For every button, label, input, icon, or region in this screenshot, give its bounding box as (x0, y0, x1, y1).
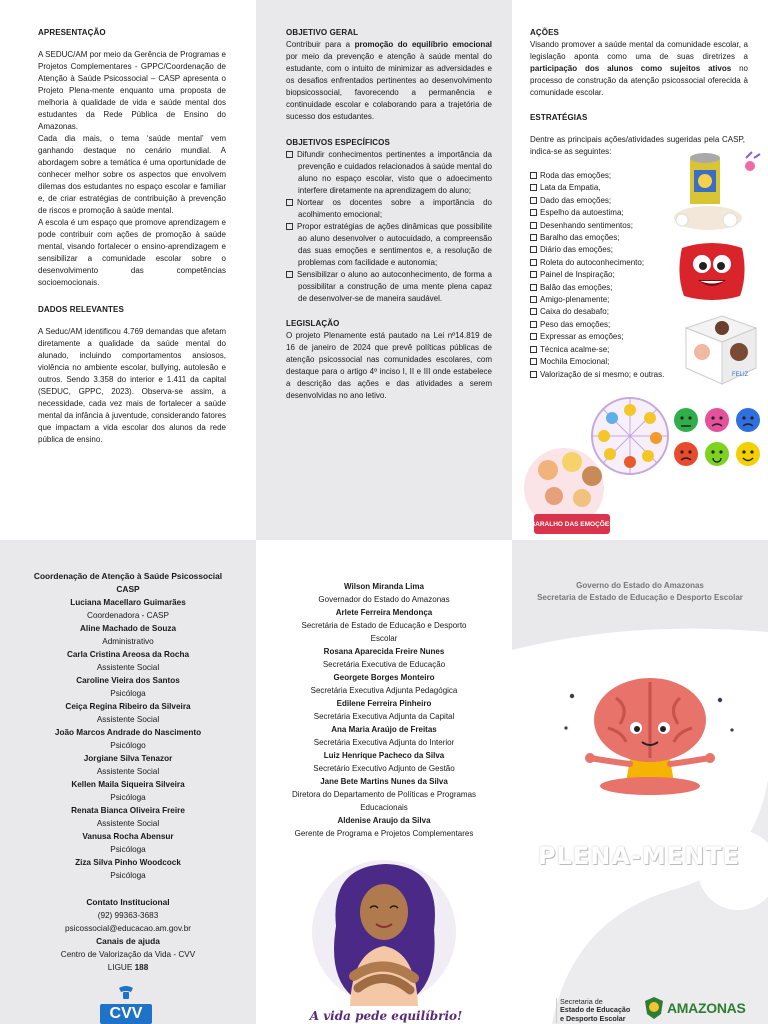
estrategia-label: Desenhando sentimentos; (540, 220, 633, 230)
official-name: Edilene Ferreira Pinheiro (336, 699, 432, 708)
member-role: Psicóloga (110, 871, 146, 880)
member-role: Psicólogo (110, 741, 146, 750)
checkbox-icon (530, 184, 537, 191)
slogan: A vida pede equilíbrio! (309, 1009, 463, 1023)
emotion-pillow-illustration (672, 236, 752, 306)
checkbox-icon (286, 151, 293, 158)
official-name: Rosana Aparecida Freire Nunes (323, 647, 445, 656)
objetivo-geral-pre: Contribuir para a (286, 40, 355, 49)
checkbox-icon (286, 223, 293, 230)
seduc-logo-text (556, 998, 630, 1023)
checkbox-icon (530, 371, 537, 378)
member-role: Assistente Social (96, 767, 160, 776)
list-item-text: Propor estratégias de ações dinâmicas que possibilite ao aluno desenvolver o autocuidado, a compreensão das suas emoções e sentimentos e, a resolução de problemas com facilidade e autonomia; (297, 222, 492, 267)
apresentacao-paragraph: A SEDUC/AM por meio da Gerência de Programas e Projetos Complementares - GPPC/Coordenação de Atenção à Saúde Psicossocial – CASP apresenta o Projeto Plena-mente enquanto uma proposta de melhoria à qualidade de vida e saúde mental dos estudantes da Rede Pública de Ensino do Amazonas. (38, 50, 226, 131)
member-role: Assistente Social (96, 715, 160, 724)
legislacao-text: O projeto Plenamente está pautado na Lei nº14.819 de 16 de janeiro de 2024 que prevê políticas públicas de atenção psicossocial nas comunidades escolares, com destaque para o artigo 4º inciso I, II e III onde estabelece a descrição das ações e das atividades a serem desenvolvidas no ano letivo. (286, 331, 492, 400)
emotion-dice-illustration (672, 310, 762, 388)
member-name: Caroline Vieira dos Santos (76, 676, 180, 685)
dice-label: FELIZ (732, 372, 749, 378)
member-name: Jorgiane Silva Tenazor (83, 754, 173, 763)
estrategia-label: Expressar as emoções; (540, 332, 624, 342)
estrategia-label: Balão das emoções; (540, 282, 613, 292)
member-role: Assistente Social (96, 819, 160, 828)
apresentacao-heading: APRESENTAÇÃO (38, 28, 106, 37)
cvv-logo: CVV (100, 1004, 152, 1024)
coordenacao-acronym: CASP (116, 584, 140, 594)
estrategia-label: Roleta do autoconhecimento; (540, 257, 645, 267)
estrategias-heading: ESTRATÉGIAS (530, 113, 588, 122)
member-role: Psicóloga (110, 793, 146, 802)
emotion-cards-illustration (524, 440, 614, 540)
estrategia-label: Diário das emoções; (540, 245, 613, 255)
seduc-line3: e Desporto Escolar (560, 1013, 626, 1023)
apresentacao-text (38, 49, 226, 289)
acoes-text (530, 39, 748, 99)
phone-icon (116, 985, 136, 1001)
list-item-text: Difundir conhecimentos pertinentes a importância da prevenção e cuidados relacionados à saúde mental do aluno no espaço escolar, visto que o adoecimento interfere diretamente na aprendizagem do aluno; (297, 150, 492, 195)
member-name: Ceiça Regina Ribeiro da Silveira (65, 702, 191, 711)
official-role: Secretária Executiva Adjunta da Capital (313, 712, 455, 721)
member-name: Aline Machado de Souza (80, 624, 176, 633)
official-role: Secretária de Estado de Educação e Desporto Escolar (301, 621, 467, 643)
list-item (286, 221, 492, 269)
estrategia-label: Dado das emoções; (540, 195, 612, 205)
checkbox-icon (530, 308, 537, 315)
checkbox-icon (530, 346, 537, 353)
list-item (286, 197, 492, 221)
checkbox-icon (530, 333, 537, 340)
coordenacao-members (10, 596, 246, 882)
apresentacao-paragraph: A escola é um espaço que promove aprendizagem e pode contribuir com ações de promoção à saúde mental, visando fortalecer o ensino-aprendizagem e sensibilizar a comunidade escolar sobre o desenvolvimento das competências socioemocionais. (38, 218, 226, 287)
estrategia-label: Roda das emoções; (540, 171, 612, 180)
official-name: Jane Bete Martins Nunes da Silva (320, 777, 448, 786)
panel-objetivos (256, 0, 512, 540)
panel-apresentacao (0, 0, 256, 540)
panel-coordenacao (0, 540, 256, 1024)
dados-text: A Seduc/AM identificou 4.769 demandas que afetam diretamente a qualidade da saúde mental do alunado, incluindo comportamentos ansiosos, violência no ambiente escolar, bullying, autolesão e outros. Sendo 3.358 do interior e 1.411 da capital (SEDUC, GPPC, 2023). Observa-se assim, a necessidade, cada vez mais de fortalecer a saúde mental da infância à juventude, considerando fatores que impactam a vida escolar dos alunos da rede pública de ensino. (38, 327, 226, 444)
official-name: Arlete Ferreira Mendonça (335, 608, 433, 617)
official-name: Wilson Miranda Lima (344, 582, 424, 591)
official-role: Diretora do Departamento de Políticas e Programas Educacionais (291, 790, 477, 812)
member-role: Coordenadora - CASP (87, 611, 169, 620)
empathy-can-illustration (670, 148, 768, 238)
checkbox-icon (530, 234, 537, 241)
estrategia-label: Lata da Empatia, (540, 183, 601, 193)
amazonas-crest-icon (643, 996, 665, 1020)
official-name: Aldenise Araujo da Silva (337, 816, 431, 825)
cover-title: PLENA-MENTE (538, 842, 741, 870)
checkbox-icon (530, 172, 537, 179)
checkbox-icon (530, 209, 537, 216)
member-name: Carla Cristina Areosa da Rocha (66, 650, 190, 659)
self-hug-illustration (306, 856, 462, 1006)
member-name: João Marcos Andrade do Nascimento (54, 728, 202, 737)
contato-phone[interactable]: (92) 99363-3683 (97, 911, 159, 920)
member-name: Ziza Silva Pinho Woodcock (75, 858, 181, 867)
seduc-line1: Secretaria de (560, 997, 603, 1006)
estrategia-label: Técnica acalme-se; (540, 344, 610, 354)
estrategia-label: Valorização de si mesmo; e outras. (540, 369, 665, 379)
estrategia-label: Caixa do desabafo; (540, 307, 609, 317)
estrategia-label: Painel de Inspiração; (540, 270, 615, 280)
list-item (286, 149, 492, 197)
official-role: Secretária Executiva Adjunta Pedagógica (310, 686, 458, 695)
acoes-post: no processo de construção da atenção psicossocial oferecida à comunidade escolar. (530, 64, 748, 97)
official-role: Secretária Executiva de Educação (322, 660, 446, 669)
estrategia-label: Baralho das emoções; (540, 233, 620, 243)
official-role: Secretária Executiva Adjunta do Interior (313, 738, 455, 747)
ligue-number[interactable]: 188 (134, 963, 149, 972)
objetivo-geral-heading: OBJETIVO GERAL (286, 28, 359, 37)
cover-header-line2: Secretaria de Estado de Educação e Desporto Escolar (537, 593, 743, 602)
apresentacao-paragraph: Cada dia mais, o tema ‘saúde mental’ vem ganhando destaque no cenário mundial. A abordagem sobre a temática é uma oportunidade de conhecer melhor sobre os aspectos que envolvem dilemas dos estudantes no espaço escolar e familiar e, de criar estratégias de contribuição à prevenção de riscos e promoção à saúde mental. (38, 134, 226, 215)
checkbox-icon (530, 222, 537, 229)
list-item (286, 269, 492, 305)
checkbox-icon (530, 246, 537, 253)
official-name: Ana Maria Araújo de Freitas (331, 725, 437, 734)
checkbox-icon (530, 321, 537, 328)
objetivos-especificos-heading: OBJETIVOS ESPECÍFICOS (286, 138, 390, 147)
objetivo-geral-post: por meio da prevenção e atenção à saúde mental do estudante, com o intuito de minimizar as adversidades e os desafios enfrentados pertinentes ao desenvolvimento biopsicossocial, favorecendo a permanência e continuidade escolar e colaborando para a trajetória de sucesso dos estudantes. (286, 52, 492, 121)
official-role: Gerente de Programa e Projetos Complementares (294, 829, 474, 838)
coordenacao-title: Coordenação de Atenção à Saúde Psicossocial (33, 571, 223, 581)
member-name: Luciana Macellaro Guimarães (70, 598, 186, 607)
official-name: Georgete Borges Monteiro (333, 673, 435, 682)
member-name: Renata Bianca Oliveira Freire (71, 806, 185, 815)
meditating-brain-illustration (560, 668, 740, 798)
estrategia-label: Amigo-plenamente; (540, 295, 610, 305)
governo-people (260, 580, 508, 840)
objetivos-especificos-list (286, 149, 492, 305)
checkbox-icon (530, 284, 537, 291)
ajuda-title: Canais de ajuda (96, 936, 160, 946)
contato-email[interactable]: psicossocial@educacao.am.gov.br (64, 924, 192, 933)
acoes-pre: Visando promover a saúde mental da comunidade escolar, a legislação aponta como uma de suas diretrizes a (530, 40, 748, 61)
member-role: Psicóloga (110, 689, 146, 698)
dados-heading: DADOS RELEVANTES (38, 305, 124, 314)
acoes-highlight: participação dos alunos como sujeitos ativos (530, 64, 732, 73)
estrategia-label: Mochila Emocional; (540, 357, 610, 367)
legislacao-heading: LEGISLAÇÃO (286, 319, 340, 328)
official-role: Governador do Estado do Amazonas (318, 595, 450, 604)
ligue-text: LIGUE (107, 963, 135, 972)
official-role: Secretário Executivo Adjunto de Gestão (313, 764, 455, 773)
member-role: Administrativo (102, 637, 154, 646)
checkbox-icon (286, 271, 293, 278)
cvv-name: Centro de Valorização da Vida - CVV (60, 950, 196, 959)
cover-header-line1: Governo do Estado do Amazonas (576, 581, 704, 590)
contato-title: Contato Institucional (86, 897, 170, 907)
checkbox-icon (286, 199, 293, 206)
official-name: Luiz Henrique Pacheco da Silva (323, 751, 445, 760)
estrategia-label: Peso das emoções; (540, 319, 611, 329)
cover-header (512, 580, 768, 604)
checkbox-icon (530, 296, 537, 303)
seduc-line2: Estado de Educação (560, 1005, 631, 1015)
list-item-text: Sensibilizar o aluno ao autoconhecimento, de forma a possibilitar a construção de uma mente plena capaz de desenvolver-se de maneira saudável. (297, 270, 492, 303)
checkbox-icon (530, 259, 537, 266)
list-item-text: Nortear os docentes sobre a importância do acolhimento emocional; (297, 198, 492, 219)
emotion-faces-illustration (672, 402, 768, 474)
cards-label: BARALHO DAS EMOÇÕES (530, 521, 614, 528)
checkbox-icon (530, 358, 537, 365)
member-name: Kellen Maila Siqueira Silveira (71, 780, 185, 789)
acoes-heading: AÇÕES (530, 28, 559, 37)
checkbox-icon (530, 197, 537, 204)
objetivo-geral-highlight: promoção do equilíbrio emocional (354, 40, 492, 49)
checkbox-icon (530, 271, 537, 278)
objetivo-geral-text (286, 39, 492, 123)
estrategias-intro: Dentre as principais ações/atividades sugeridas pela CASP, indica-se as seguintes: (530, 135, 745, 156)
member-role: Psicóloga (110, 845, 146, 854)
member-role: Assistente Social (96, 663, 160, 672)
amazonas-logo-text: AMAZONAS (667, 1000, 746, 1016)
cvv-ligue (10, 961, 246, 974)
estrategia-label: Espelho da autoestima; (540, 208, 624, 218)
member-name: Vanusa Rocha Abensur (82, 832, 174, 841)
